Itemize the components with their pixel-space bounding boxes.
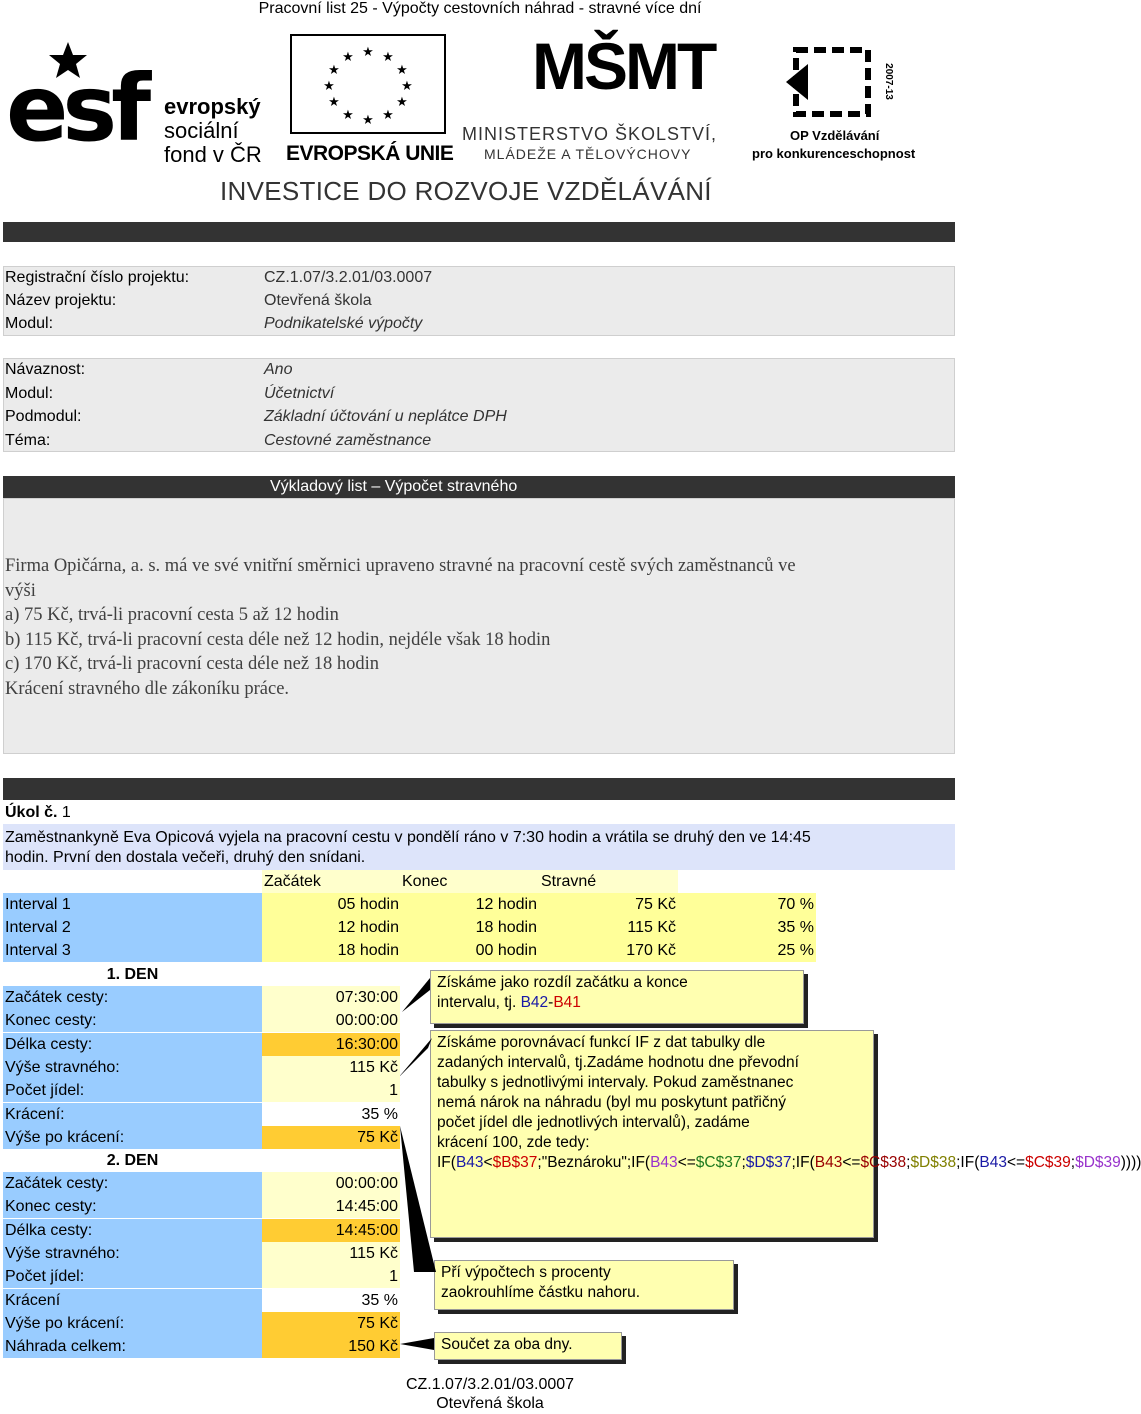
task-title (5, 802, 71, 824)
arrow-to-total (400, 1338, 434, 1350)
task-title-prefix: Úkol č. (5, 804, 58, 821)
formula-part: <= (677, 1154, 696, 1171)
footer-line2: Otevřená škola (436, 1395, 544, 1412)
note1-ref1: B42 (520, 994, 549, 1011)
intro-line: b) 115 Kč, trvá-li pracovní cesta déle než 12 hodin, nejdéle však 18 hodin (5, 629, 551, 650)
task-title-num: 1 (61, 804, 71, 821)
intro-line: výši (5, 580, 36, 601)
formula-part: )))) (1120, 1154, 1141, 1171)
day-label: Konec cesty: (5, 1198, 97, 1216)
day-label: Výše stravného: (5, 1058, 120, 1076)
formula-part: < (483, 1154, 493, 1171)
arrow-to-krac1 (400, 1126, 436, 1272)
day-value: 07:30:00 (335, 989, 398, 1006)
interval-amount: 115 Kč (627, 919, 676, 936)
formula-part: B43 (650, 1154, 678, 1171)
module-value: Účetnictví (264, 384, 335, 402)
svg-text:★: ★ (362, 113, 374, 128)
interval-pct: 35 % (777, 919, 814, 936)
note1-dash: - (548, 994, 554, 1011)
formula-part: ; (906, 1154, 911, 1171)
op-line1: OP Vzdělávání (790, 128, 880, 143)
formula-part: $D$39 (1075, 1154, 1121, 1171)
day-label: Počet jídel: (5, 1268, 85, 1286)
formula-part: ;"Bez (537, 1154, 574, 1171)
module-label: Téma: (5, 431, 51, 449)
svg-text:★: ★ (382, 108, 394, 123)
note1-line1: Získáme jako rozdíl začátku a konce (437, 974, 688, 991)
task-text-line2: hodin. První den dostala večeři, druhý den snídani. (5, 849, 366, 866)
svg-text:★: ★ (328, 95, 340, 110)
day-label: Délka cesty: (5, 1221, 93, 1239)
esf-logo (6, 34, 276, 174)
formula-part: $C$37 (695, 1154, 742, 1171)
formula-part: $B$37 (492, 1154, 538, 1171)
formula-part: <= (1006, 1154, 1026, 1171)
esf-line1: evropský (164, 94, 261, 119)
page-title: Pracovní list 25 - Výpočty cestovních náhrad - stravné více dní (258, 0, 702, 17)
svg-text:★: ★ (342, 50, 354, 65)
header-end: Konec (402, 873, 448, 890)
day-label: Výše stravného: (5, 1244, 120, 1262)
day-value: 115 Kč (349, 1058, 398, 1076)
module-value: Cestovné zaměstnance (264, 431, 432, 449)
note2-line: Získáme porovnávací funkcí IF z dat tabulky dle (437, 1034, 766, 1051)
note-rounding (434, 1260, 734, 1310)
svg-text:★: ★ (382, 50, 394, 65)
day-label: Krácení (5, 1291, 61, 1309)
interval-start: 12 hodin (337, 919, 399, 936)
note3-line1: Pří výpočtech s procenty (441, 1264, 611, 1281)
day-value: 14:45:00 (335, 1198, 398, 1216)
module-value: Ano (264, 361, 293, 378)
eu-flag (290, 34, 446, 134)
note2-line: tabulky s jednotlivými intervaly. Pokud zaměstnanec (437, 1074, 794, 1091)
msmt-line1: MINISTERSTVO ŠKOLSTVÍ, (462, 124, 718, 144)
day-value: 1 (389, 1268, 398, 1286)
formula-part: 38 (938, 1154, 957, 1171)
note1-ref2: B41 (553, 994, 581, 1011)
note-if-formula (430, 1030, 1141, 1238)
day-label: Konec cesty: (5, 1012, 97, 1030)
arrow-to-length1 (402, 978, 430, 1012)
note2-line: krácení 100, zde tedy: (437, 1134, 590, 1151)
module-label: Modul: (5, 384, 54, 402)
op-logo (752, 36, 942, 176)
interval-pct: 25 % (777, 942, 814, 959)
formula-part: $C$38 (860, 1154, 907, 1171)
interval-amount: 170 Kč (626, 942, 676, 959)
svg-text:★: ★ (401, 79, 413, 94)
esf-line2: sociální (164, 118, 239, 143)
msmt-mark: MŠMT (532, 29, 715, 103)
day-label: Výše po krácení: (5, 1128, 125, 1146)
formula-part: ; (1070, 1154, 1076, 1171)
formula-part: ;IF( (791, 1154, 815, 1171)
table-header-bg (262, 870, 678, 893)
note1-line2 (437, 993, 797, 1013)
interval-end: 12 hodin (475, 896, 537, 913)
op-year: 2007-13 (882, 63, 894, 100)
module-label: Podmodul: (5, 408, 82, 425)
day-value: 75 Kč (357, 1128, 398, 1146)
project-label: Název projektu: (5, 292, 117, 309)
note3-line2: zaokrouhlíme částku nahoru. (441, 1284, 641, 1301)
module-value: Základní účtování u neplátce DPH (264, 408, 507, 425)
day-label: Výše po krácení: (5, 1314, 125, 1332)
note2-line: počet jídel dle jednotlivých intervalů), zadáme (437, 1114, 750, 1131)
note2-line: zadaných intervalů, tj.Zadáme hodnotu dne převodní (437, 1054, 799, 1071)
day-value: 00:00:00 (335, 1175, 398, 1192)
formula-text (437, 1153, 1141, 1173)
task-text-line1: Zaměstnankyně Eva Opicová vyjela na pracovní cestu v pondělí ráno v 7:30 hodin a vrátila se druhý den ve 14:45 (5, 829, 811, 846)
formula-part: $D$37 (745, 1154, 792, 1171)
intro-line: Firma Opičárna, a. s. má ve své vnitřní směrnici upraveno stravné na pracovní cestě svých zaměstnanců ve (5, 556, 796, 576)
day-value: 150 Kč (348, 1338, 398, 1356)
svg-text:★: ★ (396, 63, 408, 78)
header-start: Začátek (264, 873, 321, 890)
formula-part: ;IF( (956, 1154, 980, 1171)
formula-part: ; (741, 1154, 746, 1171)
eu-logo (286, 34, 456, 164)
note4-text: Součet za oba dny. (441, 1336, 573, 1353)
module-label: Návaznost: (5, 361, 86, 378)
formula-part: <= (842, 1154, 861, 1171)
logo-area (0, 28, 960, 213)
formula-part: B43 (814, 1154, 843, 1171)
task-divider (3, 778, 955, 800)
project-value: CZ.1.07/3.2.01/03.0007 (264, 269, 433, 286)
svg-text:★: ★ (362, 45, 374, 60)
formula-part: $D$ (910, 1154, 939, 1171)
project-value: Otevřená škola (264, 292, 372, 309)
interval-end: 18 hodin (475, 919, 537, 936)
note-sum (434, 1332, 622, 1360)
day1-title: 1. DEN (106, 966, 159, 983)
svg-text:★: ★ (328, 63, 340, 78)
day-value: 115 Kč (349, 1244, 398, 1262)
day-value: 1 (389, 1082, 398, 1100)
svg-text:★: ★ (342, 108, 354, 123)
day-label: Počet jídel: (5, 1082, 85, 1100)
top-divider (3, 222, 955, 242)
interval-start: 18 hodin (337, 942, 399, 959)
day2-title: 2. DEN (106, 1152, 159, 1169)
msmt-logo (462, 28, 742, 168)
esf-line3: fond v ČR (164, 142, 262, 167)
day-value: 35 % (361, 1105, 398, 1123)
interval-start: 05 hodin (337, 896, 399, 913)
op-arrow-icon (786, 42, 876, 122)
project-label: Registrační číslo projektu: (5, 269, 190, 286)
interval-amount: 75 Kč (635, 896, 676, 913)
arrow-to-allowance1 (398, 1038, 432, 1078)
formula-part: IF( (437, 1154, 456, 1171)
section-title: Výkladový list – Výpočet stravného (270, 478, 518, 495)
intro-line: a) 75 Kč, trvá-li pracovní cesta 5 až 12 hodin (5, 605, 339, 625)
formula-part: B43 (979, 1154, 1007, 1171)
header-allowance: Stravné (541, 873, 597, 890)
formula-part: nároku";IF( (573, 1154, 651, 1171)
eu-stars-icon (292, 36, 444, 132)
day-label: Krácení: (5, 1105, 65, 1123)
day-label: Začátek cesty: (5, 1175, 109, 1192)
note2-line: nemá nárok na náhradu (byl mu poskytunt patřičný (437, 1094, 786, 1111)
project-label: Modul: (5, 315, 54, 332)
day-label: Délka cesty: (5, 1035, 93, 1053)
project-value: Podnikatelské výpočty (264, 315, 423, 332)
day-label: Náhrada celkem: (5, 1338, 126, 1356)
interval-name: Interval 1 (5, 896, 71, 913)
day-value: 14:45:00 (335, 1221, 398, 1239)
esf-mark: esf (6, 55, 146, 162)
op-line2: pro konkurenceschopnost (752, 146, 916, 161)
note1-text: intervalu, tj. (437, 994, 521, 1011)
day-value: 75 Kč (357, 1314, 398, 1332)
day-value: 16:30:00 (335, 1035, 398, 1053)
msmt-line2: MLÁDEŽE A TĚLOVÝCHOVY (484, 146, 692, 162)
svg-text:★: ★ (323, 79, 335, 94)
slogan: INVESTICE DO ROZVOJE VZDĚLÁVÁNÍ (220, 176, 712, 206)
eu-text: EVROPSKÁ UNIE (286, 142, 454, 165)
interval-pct: 70 % (777, 896, 814, 913)
svg-text:★: ★ (396, 95, 408, 110)
interval-name: Interval 2 (5, 919, 71, 936)
day-value: 35 % (361, 1291, 398, 1309)
formula-part: $C$39 (1025, 1154, 1071, 1171)
note-difference (430, 970, 804, 1024)
interval-end: 00 hodin (475, 942, 537, 959)
intro-line: Krácení stravného dle zákoníku práce. (5, 678, 290, 699)
formula-part: B43 (455, 1154, 484, 1171)
footer-line1: CZ.1.07/3.2.01/03.0007 (405, 1376, 575, 1393)
intro-line: c) 170 Kč, trvá-li pracovní cesta déle než 18 hodin (5, 654, 379, 674)
interval-name: Interval 3 (5, 942, 71, 959)
day-value: 00:00:00 (335, 1012, 398, 1030)
day-label: Začátek cesty: (5, 989, 109, 1006)
